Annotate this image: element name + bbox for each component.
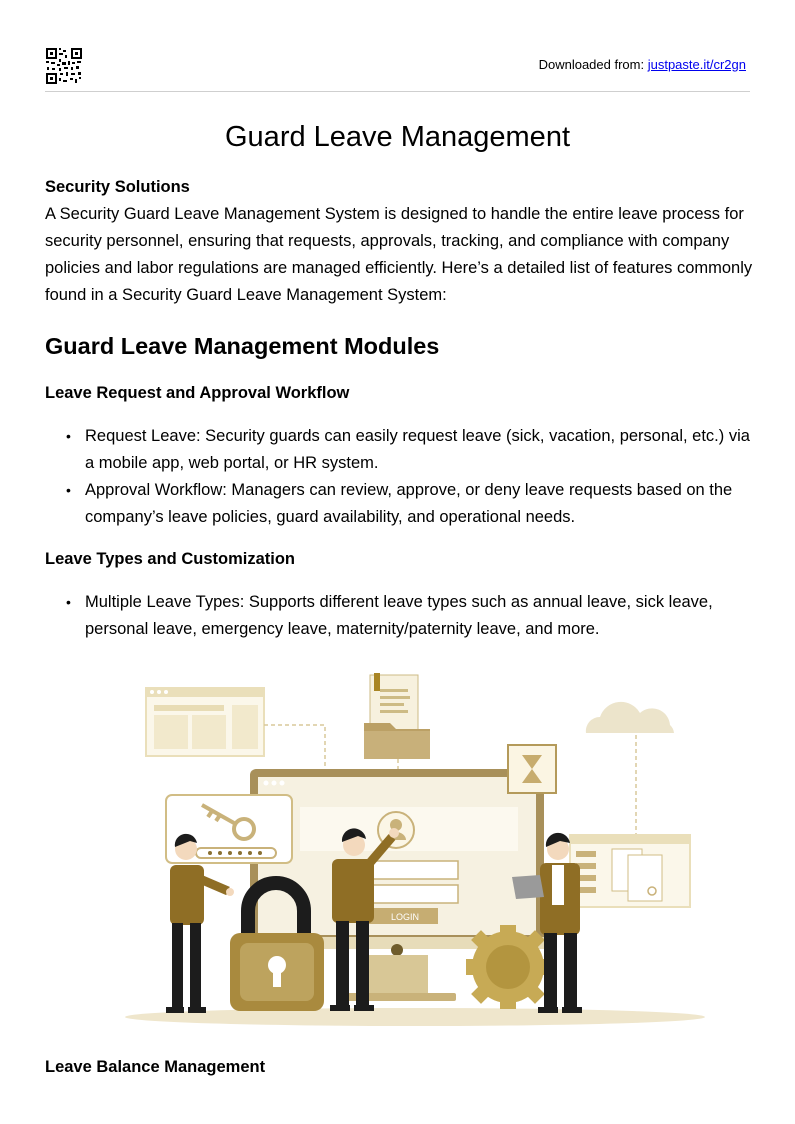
- intro-paragraph: A Security Guard Leave Management System is designed to handle the entire leave process for security personnel, ensuring that requests, approvals, tracking, and compliance with company policies and labor regulations are managed efficiently. Here’s a detailed list of features commonly found in a Security Guard Leave Management System:: [45, 205, 753, 304]
- hourglass-icon: [508, 745, 556, 793]
- page-header: [45, 45, 750, 92]
- downloaded-label: Downloaded from:: [538, 57, 645, 72]
- list-item: • Approval Workflow: Managers can review, approve, or deny leave requests based on the company’s leave policies, guard availability, and operational needs.: [45, 477, 755, 531]
- document-body: [45, 178, 755, 643]
- leave-management-illustration: [120, 665, 710, 1030]
- list-item: • Request Leave: Security guards can easily request leave (sick, vacation, personal, etc.) via a mobile app, web portal, or HR system.: [45, 423, 755, 477]
- page-title: Guard Leave Management: [225, 121, 570, 153]
- bullet-list: [45, 423, 755, 531]
- section-heading: Leave Request and Approval Workflow: [45, 384, 350, 402]
- list-item: • Multiple Leave Types: Supports different leave types such as annual leave, sick leave, personal leave, emergency leave, maternity/paternity leave, and more.: [45, 589, 755, 643]
- folder-document-icon: [364, 673, 430, 759]
- documents-window-icon: [570, 835, 690, 907]
- section-heading: Leave Balance Management: [45, 1058, 266, 1076]
- monitor-screen: [250, 769, 544, 956]
- monitor-stand: [366, 955, 428, 993]
- laptop-icon: [512, 875, 544, 899]
- gear-icon: [466, 925, 550, 1009]
- browser-window-icon: [146, 688, 264, 756]
- cloud-icon: [586, 702, 674, 733]
- login-button-label: LOGIN: [391, 912, 420, 922]
- download-source: [539, 57, 746, 72]
- bullet-list: [45, 589, 755, 643]
- source-link[interactable]: justpaste.it/cr2gn: [647, 57, 746, 72]
- section-heading: Leave Types and Customization: [45, 550, 295, 568]
- intro-heading: Security Solutions: [45, 178, 190, 196]
- qr-code-icon: [45, 47, 83, 85]
- modules-heading: Guard Leave Management Modules: [45, 333, 440, 359]
- ground-shadow: [125, 1008, 705, 1026]
